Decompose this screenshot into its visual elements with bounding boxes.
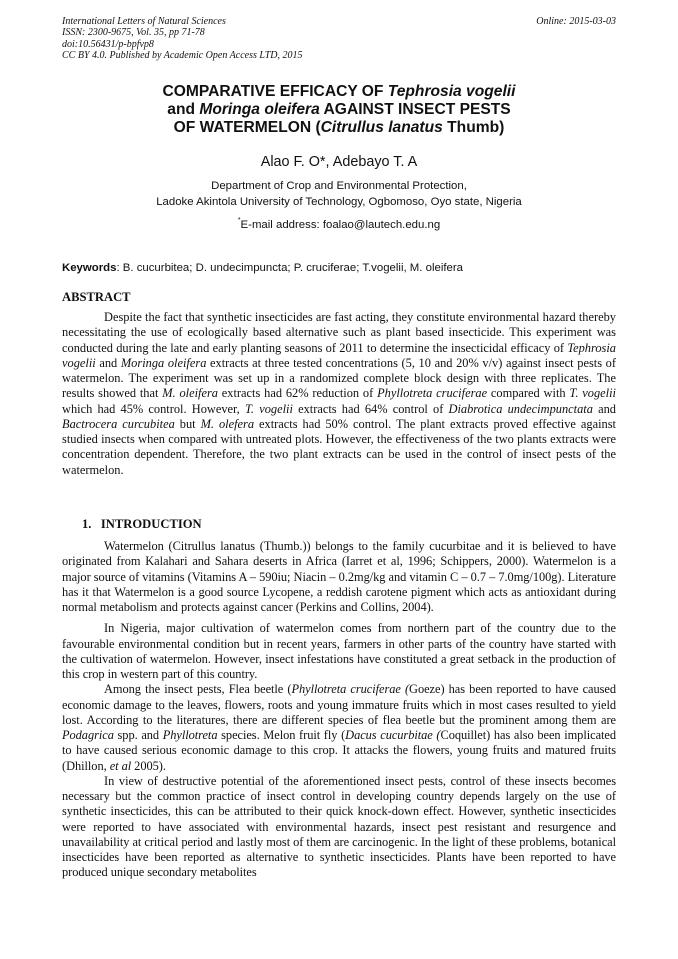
journal-license: CC BY 4.0. Published by Academic Open Access LTD, 2015 [62, 50, 303, 62]
species-name: T. vogelii [569, 386, 616, 401]
intro-paragraph-3 [62, 682, 616, 774]
species-name: M. oleifera [162, 386, 218, 401]
journal-doi: doi:10.56431/p-bpfvp8 [62, 38, 154, 50]
abstract-heading: ABSTRACT [62, 290, 131, 304]
species-name: Diabrotica undecimpunctata [448, 401, 593, 416]
contact-email [62, 213, 616, 233]
title-text: OF WATERMELON ( [173, 119, 321, 137]
abstract [62, 310, 616, 478]
species-name: T. vogelii [244, 401, 293, 416]
title-text: AGAINST INSECT PESTS [319, 101, 511, 119]
keywords-list: : B. cucurbitea; D. undecimpuncta; P. cruciferae; T.vogelii, M. oleifera [116, 262, 463, 274]
keywords-label: Keywords [62, 262, 117, 274]
species-name: Moringa oleifera [120, 355, 207, 370]
species-name: Dacus cucurbitae ( [345, 728, 441, 742]
text-run: and [95, 355, 121, 370]
title-species: Citrullus lanatus [320, 119, 443, 137]
species-name: Bactrocera curcubitea [62, 416, 175, 431]
species-name: M. olefera [200, 416, 255, 431]
text-run: Coquillet) has also been implicated to have caused serious economic damage to this crop. It attacks the flowers, young fruits and matured fruits (Dhillon, [62, 728, 617, 773]
introduction [62, 539, 616, 881]
affiliation-line-2: Ladoke Akintola University of Technology, Ogbomoso, Oyo state, Nigeria [156, 195, 522, 208]
title-line-1 [62, 83, 616, 101]
species-name: Podagrica [62, 728, 114, 742]
text-run: extracts at three tested concentrations (5, 10 and 20% v/v) against insect pests of watermelon. The experiment was set up in a randomized complete block design with three replicates. The results showed that [62, 355, 616, 401]
species-name: Phyllotreta cruciferae [377, 386, 488, 401]
text-run: which had 45% control. However, [62, 401, 245, 416]
text-run: spp. and [113, 728, 163, 742]
text-run: Goeze) has been reported to have caused economic damage to the leaves, flowers, roots and young immature fruits which in most cases resulted to yield lost. According to the literatures, there are different species of flea beetle but the prominent among them are [62, 682, 616, 727]
intro-paragraph-1: Watermelon (Citrullus lanatus (Thumb.)) belongs to the family cucurbitae and it is believed to have originated from Kalahari and Sahara deserts in Africa (Iarret et al, 1996; Schippers, 2000). Watermelon is a major source of vitamins (Vitamins A – 590iu; Niacin – 0.2mg/kg and vitamin C – 0.7 – 7.0mg/100g). Literature has it that Watermelon is a good source Lycopene, a reddish carotene pigment which acts as antioxidant during normal metabolism and protects against cancer (Perkins and Collins, 2004). [62, 539, 616, 614]
paper-title [62, 83, 616, 138]
citation-italic: et al [109, 758, 132, 773]
text-run: species. Melon fruit fly ( [217, 728, 346, 742]
corresponding-mark: * [237, 217, 241, 224]
text-run: Despite the fact that synthetic insecticides are fast acting, they constitute environmental hazard thereby necessitating the use of ecologically based alternative such as plant based insecticide. This experiment was conducted during the late and early planting seasons of 2011 to determine the insecticidal efficacy of [62, 310, 616, 355]
text-run: extracts had 50% control. The plant extracts proved effective against studied insects when compared with untreated plots. However, the effectiveness of the two plants extracts were concentration dependent. Therefore, the two plant extracts can be used in the control of insect pests of the watermelon. [62, 416, 616, 477]
authors: Alao F. O*, Adebayo T. A [260, 154, 418, 170]
keywords [62, 261, 616, 275]
affiliation [62, 179, 616, 210]
text-run: compared with [487, 386, 570, 401]
text-run: but [174, 416, 201, 431]
introduction-heading: 1. INTRODUCTION [82, 517, 202, 531]
title-line-3 [62, 119, 616, 137]
journal-issn: ISSN: 2300-9675, Vol. 35, pp 71-78 [62, 27, 205, 39]
title-text: COMPARATIVE EFFICACY OF [162, 83, 388, 100]
text-run: extracts had 62% reduction of [217, 386, 378, 401]
intro-paragraph-4: In view of destructive potential of the aforementioned insect pests, control of these insects becomes necessary but the common practice of insect control in developing country depends largely on the use of synthetic insecticides, this can be attributed to their quick knock-down effect. However, synthetic insecticides were reported to have associated with environmental hazards, insect pest resistant and resurgence and unavailability at critical period and lastly most of them are carcinogenic. In the light of these problems, botanical insecticides have been reported as alternative to synthetic insecticides. Plants have been reported to have produced unique secondary metabolites [62, 773, 616, 880]
species-name: Phyllotreta cruciferae ( [291, 682, 410, 697]
title-text: and [167, 101, 200, 119]
title-species: Moringa oleifera [199, 101, 320, 119]
title-species: Tephrosia vogelii [387, 83, 516, 100]
affiliation-line-1: Department of Crop and Environmental Protection, [211, 180, 467, 192]
text-run: extracts had 64% control of [292, 401, 449, 416]
online-date: Online: 2015-03-03 [536, 16, 616, 27]
title-text: Thumb) [442, 119, 505, 137]
journal-header [62, 16, 616, 62]
text-run: Among the insect pests, Flea beetle ( [104, 682, 292, 697]
species-name: Phyllotreta [162, 728, 218, 742]
text-run: and [592, 401, 616, 416]
journal-name: International Letters of Natural Sciences [62, 16, 226, 27]
abstract-paragraph [62, 310, 616, 478]
text-run: 2005). [131, 758, 166, 773]
intro-paragraph-2: In Nigeria, major cultivation of watermelon comes from northern part of the country due to the favourable environmental condition but in recent years, farmers in other parts of the country have started with the cultivation of watermelon. However, insect infestations have constituted a great setback in the production of this crop in western part of this country. [62, 621, 616, 681]
title-line-2 [62, 101, 616, 119]
email-address[interactable]: E-mail address: foalao@lautech.edu.ng [240, 219, 441, 231]
species-name: Tephrosia vogelii [62, 340, 616, 370]
